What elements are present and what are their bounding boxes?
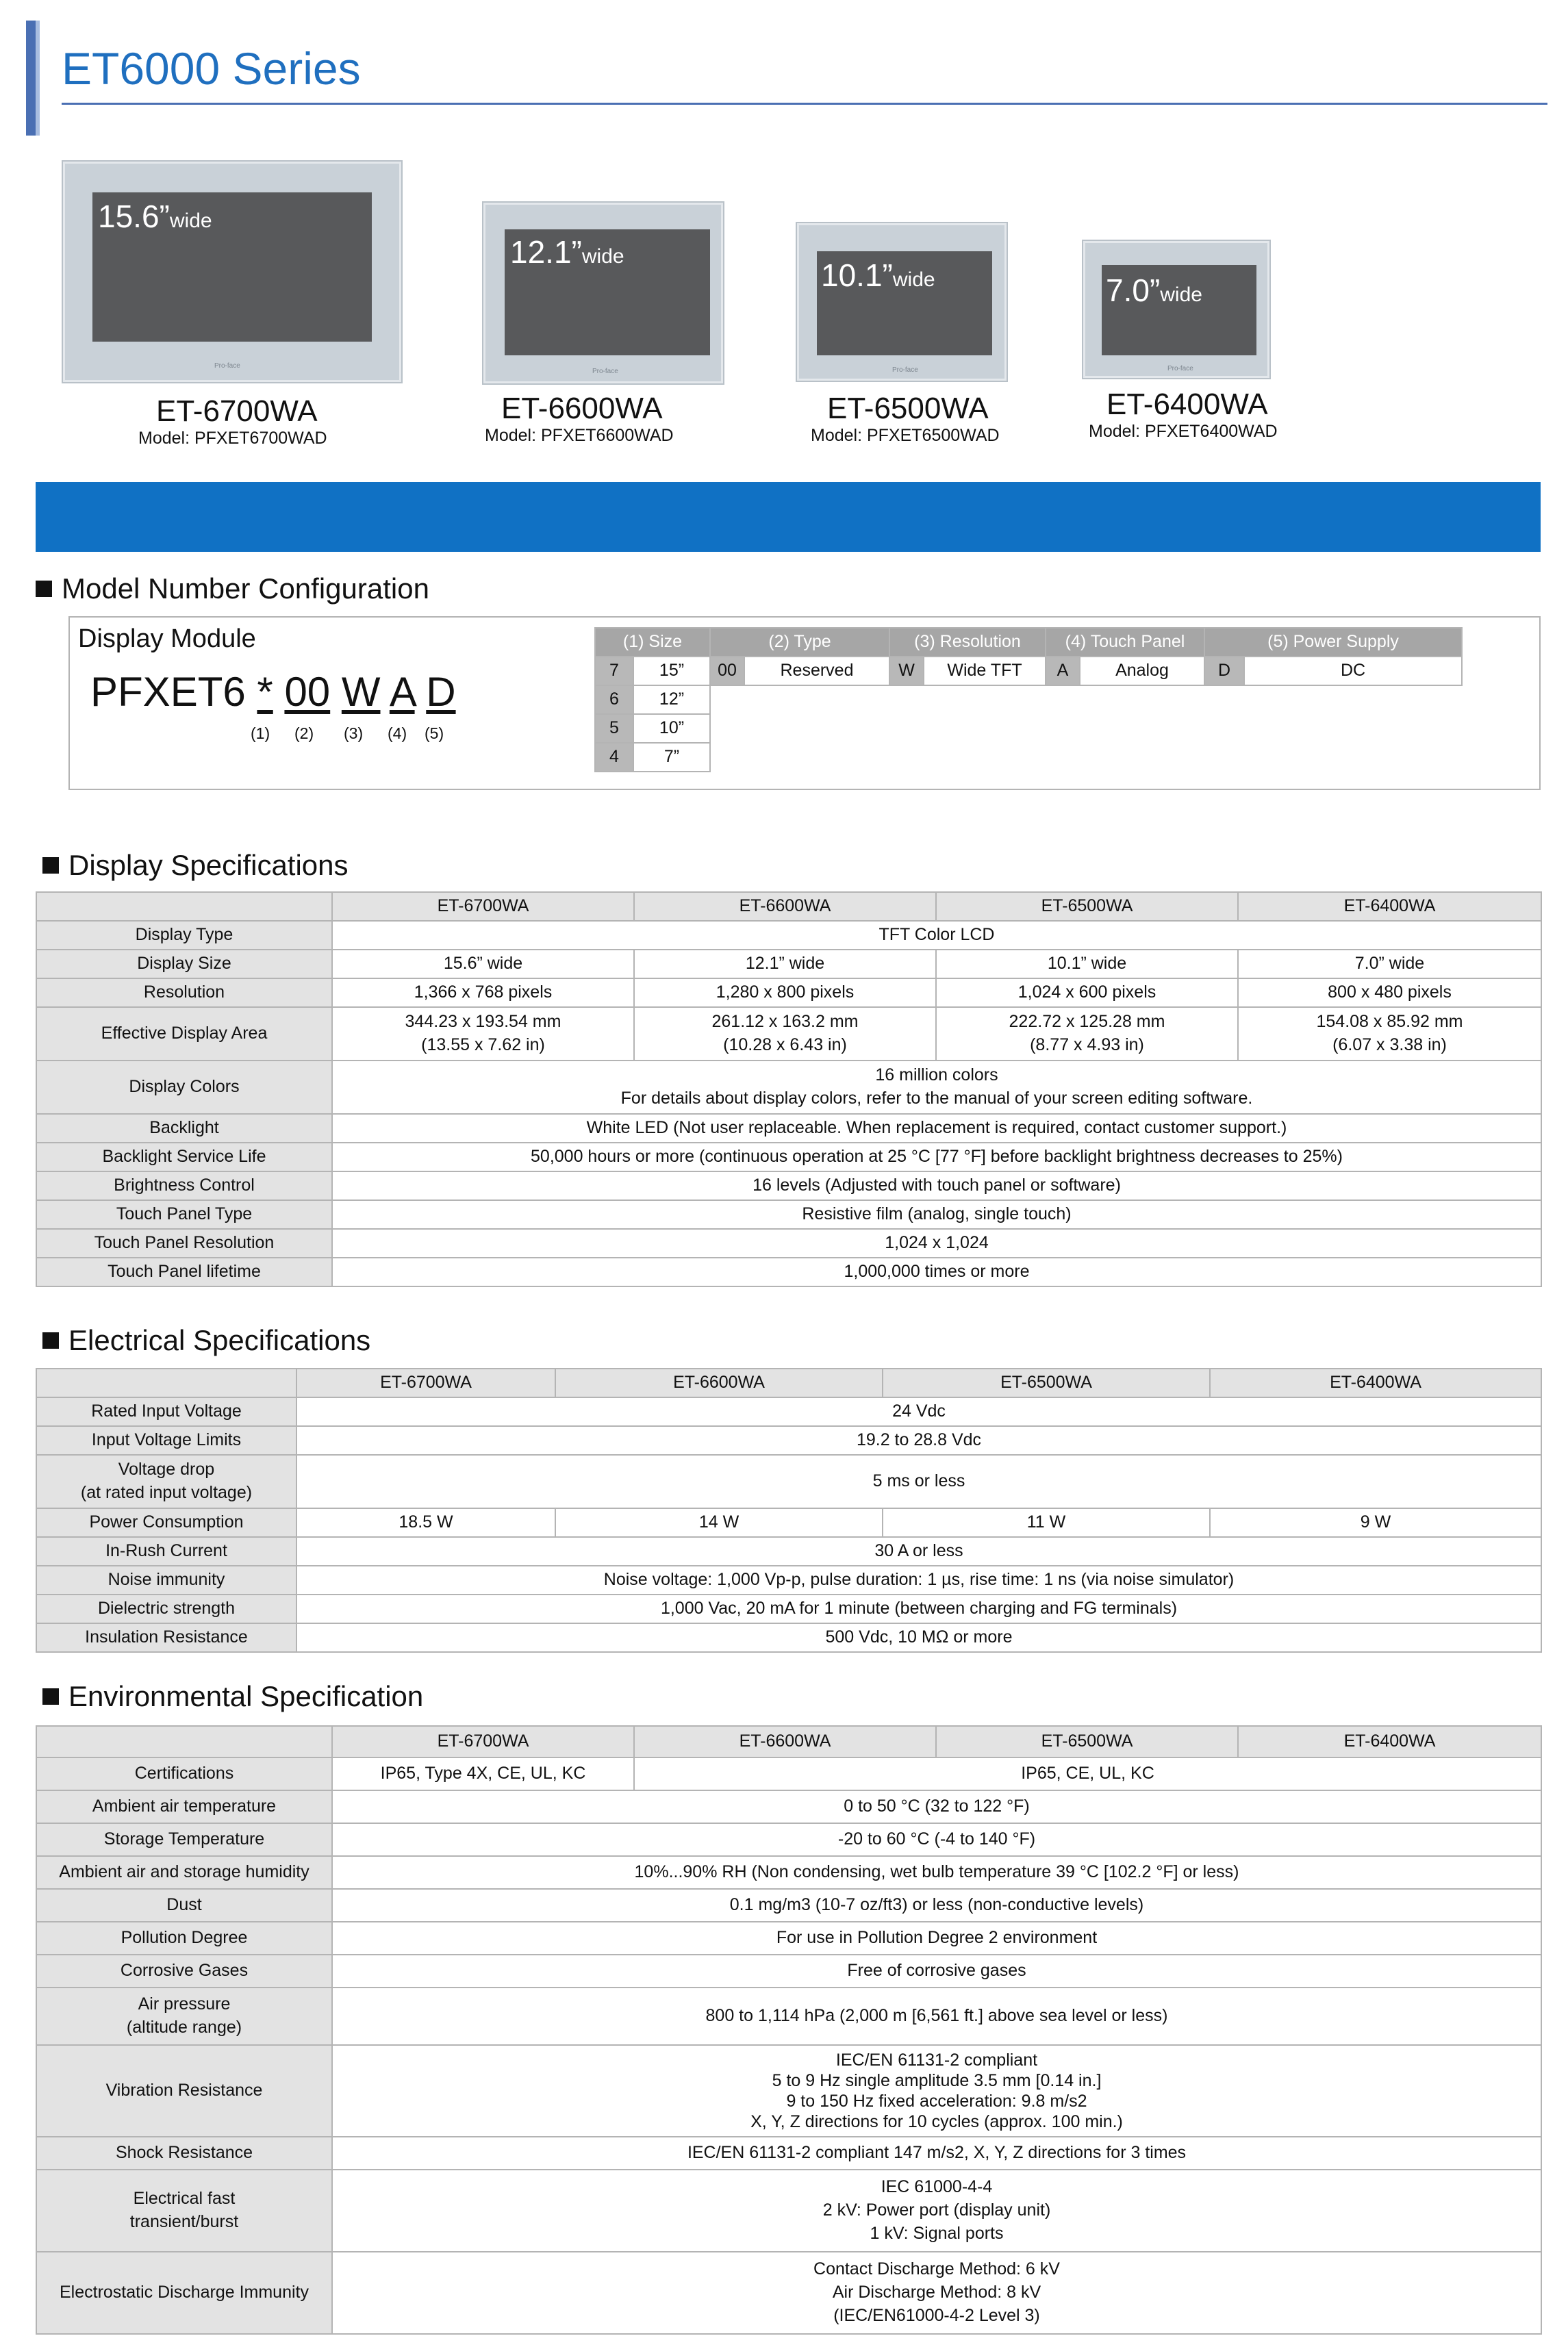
config-row bbox=[595, 743, 1462, 772]
row-label: Effective Display Area bbox=[36, 1007, 332, 1061]
cell-value: 18.5 W bbox=[296, 1508, 555, 1537]
section-title-environmental-specs: Environmental Specification bbox=[42, 1680, 423, 1713]
display-module-label: Display Module bbox=[78, 624, 256, 653]
square-bullet-icon bbox=[42, 1332, 59, 1349]
cell-value: 1,000 Vac, 20 mA for 1 minute (between charging and FG terminals) bbox=[296, 1595, 1541, 1623]
cell-value: Free of corrosive gases bbox=[332, 1955, 1541, 1988]
product-image bbox=[63, 162, 401, 382]
row-label: Input Voltage Limits bbox=[36, 1426, 296, 1455]
row-label: Electrical fast transient/burst bbox=[36, 2170, 332, 2252]
cell-value: 14 W bbox=[555, 1508, 883, 1537]
display-specs-table bbox=[36, 891, 1542, 1287]
product-name: ET-6500WA bbox=[827, 392, 989, 425]
product-size-label: 10.1”wide bbox=[821, 257, 935, 293]
config-value: DC bbox=[1244, 657, 1462, 685]
product-name: ET-6700WA bbox=[156, 394, 318, 428]
product-name: ET-6400WA bbox=[1107, 388, 1268, 421]
config-code: A bbox=[1046, 657, 1080, 685]
column-header: ET-6600WA bbox=[634, 1726, 936, 1757]
product-model: Model: PFXET6500WAD bbox=[811, 426, 1000, 445]
row-label: Vibration Resistance bbox=[36, 2045, 332, 2137]
table-row bbox=[36, 1856, 1541, 1889]
row-label: Storage Temperature bbox=[36, 1823, 332, 1856]
cell-value: 0.1 mg/m3 (10-7 oz/ft3) or less (non-conductive levels) bbox=[332, 1889, 1541, 1922]
header-accent-bar-light bbox=[36, 21, 40, 136]
environmental-specs-table bbox=[36, 1725, 1542, 2335]
cell-value: 154.08 x 85.92 mm (6.07 x 3.38 in) bbox=[1238, 1007, 1541, 1061]
cell-value: 7.0” wide bbox=[1238, 950, 1541, 978]
config-row bbox=[595, 714, 1462, 743]
row-label: Brightness Control bbox=[36, 1171, 332, 1200]
cell-value: IP65, Type 4X, CE, UL, KC bbox=[332, 1757, 634, 1790]
cell-value: 800 to 1,114 hPa (2,000 m [6,561 ft.] above sea level or less) bbox=[332, 1988, 1541, 2045]
product-logo: Pro-face bbox=[1167, 365, 1193, 372]
product-logo: Pro-face bbox=[214, 362, 240, 370]
cell-value: 9 W bbox=[1210, 1508, 1541, 1537]
table-row bbox=[36, 1988, 1541, 2045]
cell-value: IP65, CE, UL, KC bbox=[634, 1757, 1541, 1790]
cell-value: For use in Pollution Degree 2 environment bbox=[332, 1922, 1541, 1955]
config-header: (1) Size bbox=[595, 628, 710, 657]
cell-value: 222.72 x 125.28 mm (8.77 x 4.93 in) bbox=[936, 1007, 1238, 1061]
column-header: ET-6700WA bbox=[332, 1726, 634, 1757]
product-et6500 bbox=[796, 223, 1070, 456]
table-row bbox=[36, 1007, 1541, 1061]
table-row bbox=[36, 1229, 1541, 1258]
cell-value: 11 W bbox=[883, 1508, 1210, 1537]
table-row bbox=[36, 2252, 1541, 2334]
product-name: ET-6600WA bbox=[501, 392, 663, 425]
product-image bbox=[483, 203, 723, 383]
cell-value: 500 Vdc, 10 MΩ or more bbox=[296, 1623, 1541, 1652]
cell-value: TFT Color LCD bbox=[332, 921, 1541, 950]
table-row bbox=[36, 2137, 1541, 2170]
cell-value: 1,366 x 768 pixels bbox=[332, 978, 634, 1007]
column-header: ET-6400WA bbox=[1238, 892, 1541, 921]
table-row bbox=[36, 950, 1541, 978]
cell-value: 30 A or less bbox=[296, 1537, 1541, 1566]
table-row bbox=[36, 2045, 1541, 2137]
square-bullet-icon bbox=[42, 857, 59, 874]
row-label: Voltage drop (at rated input voltage) bbox=[36, 1455, 296, 1508]
product-et6600 bbox=[481, 203, 755, 456]
config-header: (5) Power Supply bbox=[1204, 628, 1462, 657]
product-size-label: 12.1”wide bbox=[510, 234, 624, 270]
table-row bbox=[36, 1258, 1541, 1286]
cell-value: 24 Vdc bbox=[296, 1397, 1541, 1426]
row-label: Air pressure (altitude range) bbox=[36, 1988, 332, 2045]
section-title-model-config: Model Number Configuration bbox=[36, 572, 429, 605]
code-index: (2) bbox=[294, 724, 314, 742]
config-value: Analog bbox=[1080, 657, 1204, 685]
column-header: ET-6500WA bbox=[936, 1726, 1238, 1757]
cell-value: 1,280 x 800 pixels bbox=[634, 978, 936, 1007]
cell-value: 1,024 x 1,024 bbox=[332, 1229, 1541, 1258]
row-label: Dielectric strength bbox=[36, 1595, 296, 1623]
product-model: Model: PFXET6600WAD bbox=[485, 426, 674, 445]
table-header-row bbox=[36, 1726, 1541, 1757]
cell-value: 16 levels (Adjusted with touch panel or software) bbox=[332, 1171, 1541, 1200]
table-row bbox=[36, 1595, 1541, 1623]
column-header: ET-6700WA bbox=[332, 892, 634, 921]
cell-value: 10.1” wide bbox=[936, 950, 1238, 978]
row-label: Certifications bbox=[36, 1757, 332, 1790]
square-bullet-icon bbox=[42, 1688, 59, 1705]
table-row bbox=[36, 1426, 1541, 1455]
table-row bbox=[36, 1455, 1541, 1508]
row-label: Touch Panel Type bbox=[36, 1200, 332, 1229]
code-index: (1) bbox=[251, 724, 270, 742]
cell-value: 5 ms or less bbox=[296, 1455, 1541, 1508]
row-label: Ambient air temperature bbox=[36, 1790, 332, 1823]
config-code: 6 bbox=[595, 685, 633, 714]
column-header: ET-6600WA bbox=[555, 1369, 883, 1397]
page-header bbox=[0, 0, 1568, 137]
cell-value: 12.1” wide bbox=[634, 950, 936, 978]
row-label: Resolution bbox=[36, 978, 332, 1007]
cell-value: 50,000 hours or more (continuous operation at 25 °C [77 °F] before backlight brightness decreases to 25%) bbox=[332, 1143, 1541, 1171]
cell-value: -20 to 60 °C (-4 to 140 °F) bbox=[332, 1823, 1541, 1856]
cell-value: IEC/EN 61131-2 compliant 5 to 9 Hz single amplitude 3.5 mm [0.14 in.] 9 to 150 Hz fixed acceleration: 9.8 m/s2 X, Y, Z directions for 10 cycles (approx. 100 min.) bbox=[332, 2045, 1541, 2137]
product-size-label: 7.0”wide bbox=[1106, 272, 1202, 308]
table-row bbox=[36, 2170, 1541, 2252]
table-header-row bbox=[36, 1369, 1541, 1397]
config-header: (3) Resolution bbox=[889, 628, 1046, 657]
column-header: ET-6400WA bbox=[1238, 1726, 1541, 1757]
table-row bbox=[36, 1171, 1541, 1200]
table-row bbox=[36, 1955, 1541, 1988]
column-header: ET-6500WA bbox=[883, 1369, 1210, 1397]
code-index: (3) bbox=[344, 724, 364, 742]
product-logo: Pro-face bbox=[592, 368, 618, 375]
product-size-label: 15.6”wide bbox=[98, 199, 212, 234]
cell-value: Contact Discharge Method: 6 kV Air Discharge Method: 8 kV (IEC/EN61000-4-2 Level 3) bbox=[332, 2252, 1541, 2334]
row-label: Corrosive Gases bbox=[36, 1955, 332, 1988]
row-label: Noise immunity bbox=[36, 1566, 296, 1595]
section-title-electrical-specs: Electrical Specifications bbox=[42, 1324, 370, 1357]
table-row bbox=[36, 1397, 1541, 1426]
config-value: 15” bbox=[633, 657, 710, 685]
cell-value: IEC/EN 61131-2 compliant 147 m/s2, X, Y, Z directions for 3 times bbox=[332, 2137, 1541, 2170]
table-row bbox=[36, 921, 1541, 950]
table-row bbox=[36, 1143, 1541, 1171]
table-row bbox=[36, 978, 1541, 1007]
table-row bbox=[36, 1200, 1541, 1229]
config-value: Reserved bbox=[744, 657, 889, 685]
table-row bbox=[36, 1757, 1541, 1790]
row-label: Backlight Service Life bbox=[36, 1143, 332, 1171]
product-model: Model: PFXET6400WAD bbox=[1089, 422, 1278, 441]
table-row bbox=[36, 1823, 1541, 1856]
config-value: 7” bbox=[633, 743, 710, 772]
config-header-row bbox=[595, 628, 1462, 657]
cell-value: 15.6” wide bbox=[332, 950, 634, 978]
row-label: Shock Resistance bbox=[36, 2137, 332, 2170]
cell-value: Resistive film (analog, single touch) bbox=[332, 1200, 1541, 1229]
product-logo: Pro-face bbox=[892, 366, 918, 374]
product-et6700 bbox=[62, 162, 404, 456]
cell-value: 261.12 x 163.2 mm (10.28 x 6.43 in) bbox=[634, 1007, 936, 1061]
cell-value: 19.2 to 28.8 Vdc bbox=[296, 1426, 1541, 1455]
config-row bbox=[595, 657, 1462, 685]
product-image bbox=[1083, 241, 1269, 378]
column-header: ET-6500WA bbox=[936, 892, 1238, 921]
cell-value: 800 x 480 pixels bbox=[1238, 978, 1541, 1007]
table-row bbox=[36, 1922, 1541, 1955]
table-row bbox=[36, 1114, 1541, 1143]
cell-value: 1,000,000 times or more bbox=[332, 1258, 1541, 1286]
config-code: 00 bbox=[710, 657, 744, 685]
model-config-table bbox=[594, 627, 1463, 772]
row-label: Power Consumption bbox=[36, 1508, 296, 1537]
row-label: Backlight bbox=[36, 1114, 332, 1143]
row-label: Pollution Degree bbox=[36, 1922, 332, 1955]
page-title: ET6000 Series bbox=[62, 43, 361, 94]
cell-value: 10%...90% RH (Non condensing, wet bulb temperature 39 °C [102.2 °F] or less) bbox=[332, 1856, 1541, 1889]
code-index: (4) bbox=[388, 724, 407, 742]
table-row bbox=[36, 1889, 1541, 1922]
config-code: 4 bbox=[595, 743, 633, 772]
column-header: ET-6600WA bbox=[634, 892, 936, 921]
model-code: PFXET6 * 00 W A D bbox=[90, 669, 456, 715]
product-image bbox=[797, 223, 1007, 381]
section-title-display-specs: Display Specifications bbox=[42, 849, 349, 882]
header-rule bbox=[62, 103, 1547, 105]
column-header: ET-6400WA bbox=[1210, 1369, 1541, 1397]
blue-banner bbox=[36, 482, 1541, 552]
row-label: Electrostatic Discharge Immunity bbox=[36, 2252, 332, 2334]
table-row bbox=[36, 1061, 1541, 1114]
row-label: Display Colors bbox=[36, 1061, 332, 1114]
column-header: ET-6700WA bbox=[296, 1369, 555, 1397]
config-row bbox=[595, 685, 1462, 714]
square-bullet-icon bbox=[36, 581, 52, 597]
row-label: Display Size bbox=[36, 950, 332, 978]
row-label: Ambient air and storage humidity bbox=[36, 1856, 332, 1889]
cell-value: 0 to 50 °C (32 to 122 °F) bbox=[332, 1790, 1541, 1823]
config-code: 5 bbox=[595, 714, 633, 743]
cell-value: Noise voltage: 1,000 Vp-p, pulse duration: 1 µs, rise time: 1 ns (via noise simulator) bbox=[296, 1566, 1541, 1595]
config-code: W bbox=[889, 657, 924, 685]
config-value: 12” bbox=[633, 685, 710, 714]
cell-value: IEC 61000-4-4 2 kV: Power port (display unit) 1 kV: Signal ports bbox=[332, 2170, 1541, 2252]
config-header: (2) Type bbox=[710, 628, 889, 657]
product-et6400 bbox=[1082, 241, 1328, 456]
table-row bbox=[36, 1537, 1541, 1566]
table-row bbox=[36, 1508, 1541, 1537]
product-model: Model: PFXET6700WAD bbox=[138, 429, 327, 448]
row-label: In-Rush Current bbox=[36, 1537, 296, 1566]
table-header-row bbox=[36, 892, 1541, 921]
table-row bbox=[36, 1566, 1541, 1595]
header-accent-bar bbox=[26, 21, 36, 136]
row-label: Insulation Resistance bbox=[36, 1623, 296, 1652]
table-row bbox=[36, 1790, 1541, 1823]
row-label: Touch Panel Resolution bbox=[36, 1229, 332, 1258]
row-label: Rated Input Voltage bbox=[36, 1397, 296, 1426]
config-value: Wide TFT bbox=[924, 657, 1046, 685]
config-value: 10” bbox=[633, 714, 710, 743]
cell-value: White LED (Not user replaceable. When replacement is required, contact customer support.) bbox=[332, 1114, 1541, 1143]
code-index: (5) bbox=[425, 724, 444, 742]
row-label: Dust bbox=[36, 1889, 332, 1922]
config-header: (4) Touch Panel bbox=[1046, 628, 1204, 657]
config-code: D bbox=[1204, 657, 1244, 685]
cell-value: 16 million colors For details about display colors, refer to the manual of your screen editing software. bbox=[332, 1061, 1541, 1114]
cell-value: 344.23 x 193.54 mm (13.55 x 7.62 in) bbox=[332, 1007, 634, 1061]
cell-value: 1,024 x 600 pixels bbox=[936, 978, 1238, 1007]
row-label: Display Type bbox=[36, 921, 332, 950]
electrical-specs-table bbox=[36, 1368, 1542, 1653]
row-label: Touch Panel lifetime bbox=[36, 1258, 332, 1286]
config-code: 7 bbox=[595, 657, 633, 685]
table-row bbox=[36, 1623, 1541, 1652]
